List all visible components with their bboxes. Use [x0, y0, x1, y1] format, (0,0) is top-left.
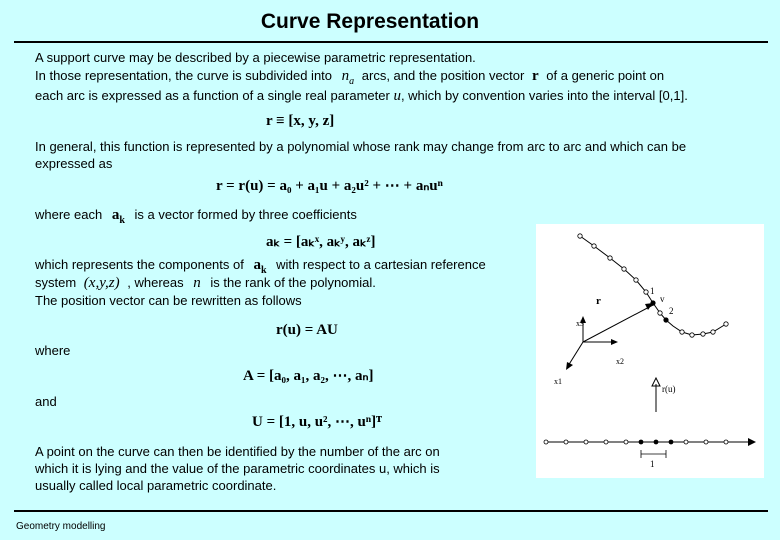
- paragraph-line: [35, 206, 357, 230]
- paragraph-line: expressed as: [35, 156, 113, 171]
- math-xyz: (x,y,z): [83, 275, 120, 291]
- parametric-node: [684, 440, 688, 444]
- footer-text: Geometry modelling: [16, 521, 106, 532]
- symbol-n: n: [341, 68, 350, 84]
- paragraph-line: usually called local parametric coordinate.: [35, 478, 277, 493]
- paragraph-line: and: [35, 394, 57, 409]
- position-vector-r: [583, 305, 653, 342]
- text-run: is the rank of the polynomial.: [210, 275, 376, 290]
- curve-node: [578, 234, 582, 238]
- parametric-node: [604, 440, 608, 444]
- math-symbol-r: r: [531, 68, 539, 84]
- curve-node: [711, 330, 715, 334]
- equation-polynomial: r = r(u) = a₀ + a₁u + a₂u² + ⋯ + aₙuⁿ: [216, 178, 443, 194]
- math-symbol-n: [341, 68, 355, 87]
- label-x1: x1: [554, 377, 562, 386]
- text-run: system: [35, 275, 77, 290]
- parametric-point: [654, 440, 659, 445]
- curve-diagram: [536, 224, 764, 478]
- math-symbol-ak: [253, 257, 267, 276]
- curve-node: [592, 244, 596, 248]
- equation-r-definition: r ≡ [x, y, z]: [266, 113, 335, 129]
- label-x2: x2: [616, 357, 624, 366]
- label-2: 2: [669, 306, 674, 316]
- subscript-k: k: [119, 215, 125, 226]
- text-run: , whereas: [127, 275, 184, 290]
- text-run: In those representation, the curve is subdivided into: [35, 68, 333, 83]
- paragraph-line: A point on the curve can then be identified by the number of the arc on: [35, 444, 440, 459]
- parametric-node: [544, 440, 548, 444]
- equation-r-AU: r(u) = AU: [276, 322, 338, 338]
- subscript-k: k: [260, 265, 267, 276]
- label-x3: x3: [576, 319, 584, 328]
- text-run: arcs, and the position vector: [361, 68, 525, 83]
- title-divider: [14, 41, 768, 43]
- paragraph-line: The position vector can be rewritten as follows: [35, 293, 302, 308]
- math-symbol-u: u: [393, 88, 401, 104]
- paragraph-line: A support curve may be described by a piecewise parametric representation.: [35, 50, 476, 65]
- label-r: r: [596, 295, 601, 307]
- text-run: which represents the components of: [35, 257, 244, 272]
- label-v: v: [660, 294, 665, 304]
- curve-node: [608, 256, 612, 260]
- curve-node: [644, 290, 648, 294]
- symbol-a: a: [111, 207, 120, 223]
- text-run: of a generic point on: [546, 68, 665, 83]
- text-run: with respect to a cartesian reference: [276, 257, 486, 272]
- curve-node: [680, 330, 684, 334]
- footer-divider: [14, 510, 768, 512]
- paragraph-line: where: [35, 343, 71, 358]
- label-ru: r(u): [662, 384, 676, 394]
- label-bottom-1: 1: [650, 459, 655, 469]
- arrowhead: [611, 339, 618, 345]
- axis-x1: [568, 342, 583, 366]
- label-1: 1: [650, 286, 655, 296]
- curve-figure: [536, 224, 764, 478]
- parametric-point: [639, 440, 644, 445]
- curve-node: [701, 332, 705, 336]
- equation-A: A = [a₀, a₁, a₂, ⋯, aₙ]: [243, 368, 374, 384]
- parametric-node: [704, 440, 708, 444]
- equation-U: U = [1, u, u², ⋯, uⁿ]ᵀ: [252, 414, 382, 430]
- text-run: is a vector formed by three coefficients: [134, 207, 357, 222]
- paragraph-line: In general, this function is represented by a polynomial whose rank may change from arc to arc and which can be: [35, 139, 687, 154]
- arrowhead: [748, 438, 756, 446]
- subscript-a: a: [349, 76, 355, 87]
- curve-node: [658, 311, 662, 315]
- parametric-node: [724, 440, 728, 444]
- parametric-node: [584, 440, 588, 444]
- curve-node: [622, 267, 626, 271]
- curve-node: [690, 333, 694, 337]
- math-symbol-ak: [111, 207, 125, 226]
- parametric-point: [669, 440, 674, 445]
- paragraph-line: [35, 87, 688, 105]
- equation-ak: aₖ = [aₖˣ, aₖʸ, aₖᶻ]: [266, 234, 376, 250]
- slide-title: Curve Representation: [260, 10, 480, 33]
- paragraph-line: which it is lying and the value of the parametric coordinates u, which is: [35, 461, 440, 476]
- curve-node: [724, 322, 728, 326]
- parametric-node: [624, 440, 628, 444]
- parametric-node: [564, 440, 568, 444]
- text-run: each arc is expressed as a function of a single real parameter: [35, 88, 390, 103]
- text-run: where each: [35, 207, 103, 222]
- text-run: , which by convention varies into the interval [0,1].: [400, 88, 688, 103]
- symbol-a: a: [253, 257, 261, 273]
- paragraph-line: [35, 274, 376, 292]
- math-symbol-n: n: [193, 275, 201, 291]
- curve-node: [634, 278, 638, 282]
- arc-endpoint-2: [663, 317, 668, 322]
